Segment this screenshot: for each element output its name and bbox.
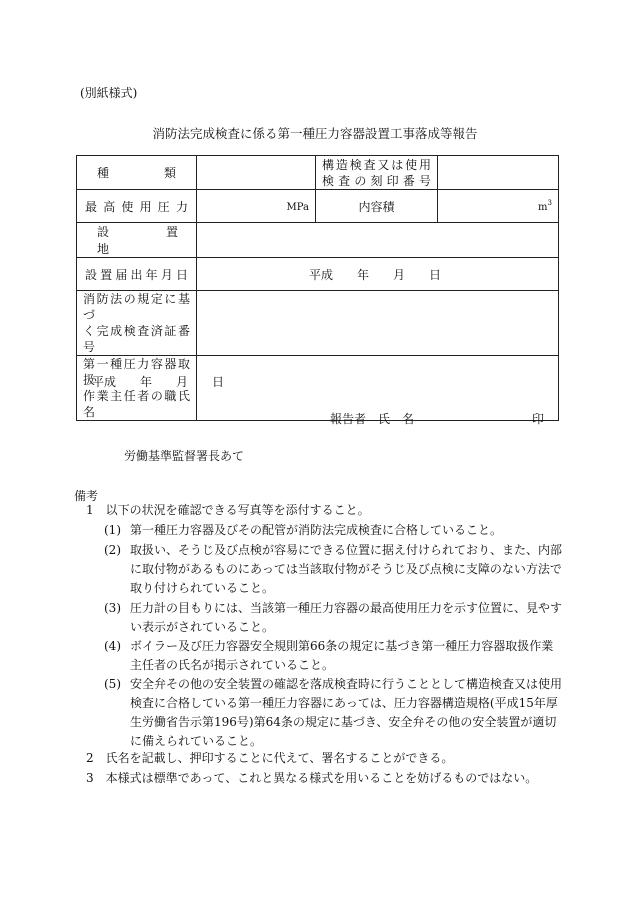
note-1: 1 以下の状況を確認できる写真等を添付すること。	[86, 503, 370, 517]
reporter-name-label: 報告者 氏 名	[330, 412, 415, 426]
note-item-5: (5) 安全弁その他の安全装置の確認を落成検査時に行うこととして構造検査又は使用検査に合格している第一種圧力容器にあっては、圧力容器構造規格(平成15年厚生労働省告示第196号)第64条の規定に基づき、安全弁その他の安全装置が適切に備えられていること。	[104, 677, 563, 748]
volume-unit-sup: 3	[547, 199, 552, 207]
pressure-unit: MPa	[286, 202, 309, 213]
page-title: 消防法完成検査に係る第一種圧力容器設置工事落成等報告	[152, 126, 478, 141]
seal-label: 印	[532, 412, 545, 426]
type-value-field[interactable]	[197, 156, 316, 190]
form-label: (別紙様式)	[80, 86, 138, 100]
row-pressure	[77, 190, 559, 223]
stamp-number-field[interactable]	[438, 156, 559, 190]
max-pressure-label: 最高使用圧力	[77, 190, 197, 223]
location-label: 設 置 地	[77, 223, 197, 258]
note-item-3: (3) 圧力計の目もりには、当該第一種圧力容器の最高使用圧力を示す位置に、見やすい表示がされていること。	[104, 601, 563, 634]
note-item-4: (4) ボイラー及び圧力容器安全規則第66条の規定に基づき第一種圧力容器取扱作業主任者の氏名が掲示されていること。	[104, 639, 554, 672]
certificate-number-label: 消防法の規定に基づ く完成検査済証番号	[77, 291, 197, 356]
note-item-1: (1) 第一種圧力容器及びその配管が消防法完成検査に合格していること。	[104, 523, 503, 537]
row-certificate	[77, 291, 559, 356]
notes-title: 備考	[74, 489, 99, 503]
note-item-2: (2) 取扱い、そうじ及び点検が容易にできる位置に据え付けられており、また、内部に取付物があるものにあっては当該取付物がそうじ及び点検に支障のない方法で取り付けられていること。	[104, 543, 563, 595]
volume-label: 内容積	[316, 190, 438, 223]
row-notification-date	[77, 258, 559, 291]
note-2: 2 氏名を記載し、押印することに代えて、署名することができる。	[86, 751, 454, 765]
supervisor-label: 第一種圧力容器取扱 作業主任者の職氏名	[77, 356, 197, 421]
certificate-number-field[interactable]	[197, 291, 559, 356]
stamp-number-label: 構造検査又は使用 検査の刻印番号	[316, 156, 438, 190]
report-date: 平成 年 月 日	[92, 375, 225, 389]
type-label: 種 類	[77, 156, 197, 190]
volume-unit: m	[538, 202, 548, 213]
notification-date-label: 設置届出年月日	[77, 258, 197, 291]
notification-date-field[interactable]	[197, 258, 559, 291]
note-3: 3 本様式は標準であって、これと異なる様式を用いることを妨げるものではない。	[86, 771, 538, 785]
notification-date-value: 平成 年 月 日	[309, 267, 442, 282]
max-pressure-field[interactable]	[197, 190, 316, 223]
addressee: 労働基準監督署長あて	[124, 449, 245, 463]
row-location	[77, 223, 559, 258]
row-type	[77, 156, 559, 190]
volume-field[interactable]	[438, 190, 559, 223]
location-field[interactable]	[197, 223, 559, 258]
